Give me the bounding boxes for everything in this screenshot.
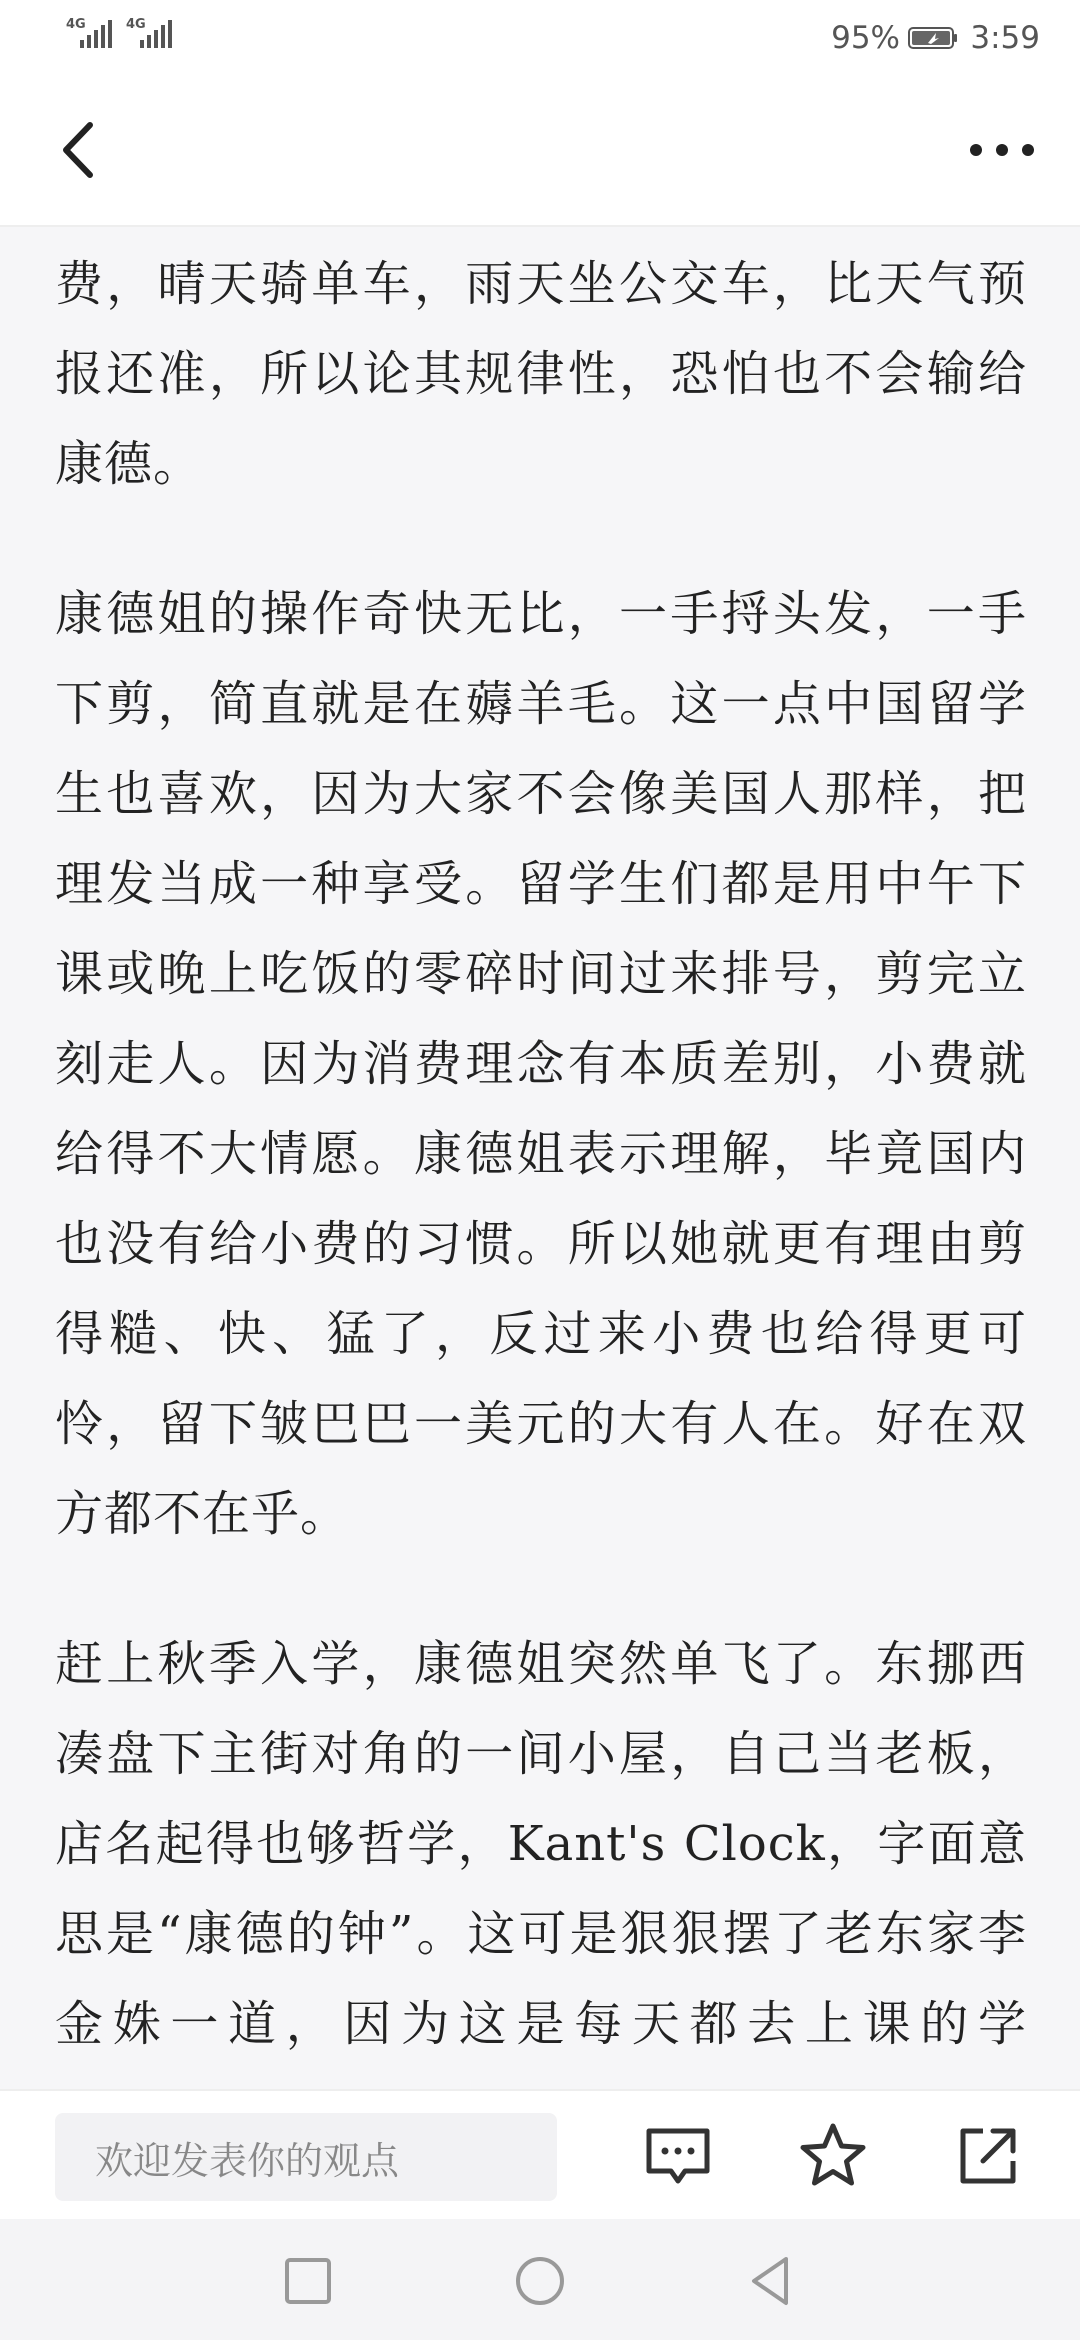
comment-button[interactable] [643,2121,713,2191]
recent-apps-icon [278,2251,338,2311]
status-bar [0,0,1080,75]
battery-icon [908,26,958,50]
comment-icon [643,2121,713,2191]
star-icon [798,2121,868,2191]
share-button[interactable] [953,2121,1023,2191]
favorite-button[interactable] [798,2121,868,2191]
more-dots-icon [962,117,1042,183]
header-bar [0,75,1080,227]
signal-1-label: 4G [66,17,86,32]
system-nav-bar [0,2219,1080,2340]
more-button[interactable] [962,117,1042,183]
article-body[interactable] [0,227,1080,2089]
article-paragraph-2: 康德姐的操作奇快无比，一手捋头发，一手下剪，简直就是在薅羊毛。这一点中国留学生也喜欢，因为大家不会像美国人那样，把理发当成一种享受。留学生们都是用中午下课或晚上吃饭的零碎时间过来排号，剪完立刻走人。因为消费理念有本质差别，小费就给得不大情愿。康德姐表示理解，毕竟国内也没有给小费的习惯。所以她就更有理由剪得糙、快、猛了，反过来小费也给得更可怜，留下皱巴巴一美元的大有人在。好在双方都不在乎。 [55,586,1027,1542]
comment-bar [0,2089,1080,2221]
signal-2-label: 4G [126,17,146,32]
signal-2-icon [126,17,172,48]
back-button[interactable] [52,117,112,183]
signal-1-icon [66,17,112,48]
share-icon [953,2121,1023,2191]
article-paragraph-3: 赶上秋季入学，康德姐突然单飞了。东挪西凑盘下主街对角的一间小屋，自己当老板，店名起得也够哲学，Kant's Clock，字面意思是“康德的钟”。这可是狠狠摆了老东家李金姝一道，因为这是每天都去上课的学 [55,1636,1027,2052]
clock: 3:59 [970,20,1040,56]
comment-input[interactable]: 欢迎发表你的观点 [55,2113,557,2201]
article-content [55,239,1027,2219]
home-button[interactable] [510,2251,570,2311]
recent-apps-button[interactable] [278,2251,338,2311]
home-icon [510,2251,570,2311]
nav-back-button[interactable] [742,2251,802,2311]
article-paragraph-1: 费，晴天骑单车，雨天坐公交车，比天气预报还准，所以论其规律性，恐怕也不会输给康德。 [55,256,1027,492]
chevron-left-icon [52,117,112,183]
battery-percent: 95% [831,20,900,56]
back-icon [742,2251,802,2311]
